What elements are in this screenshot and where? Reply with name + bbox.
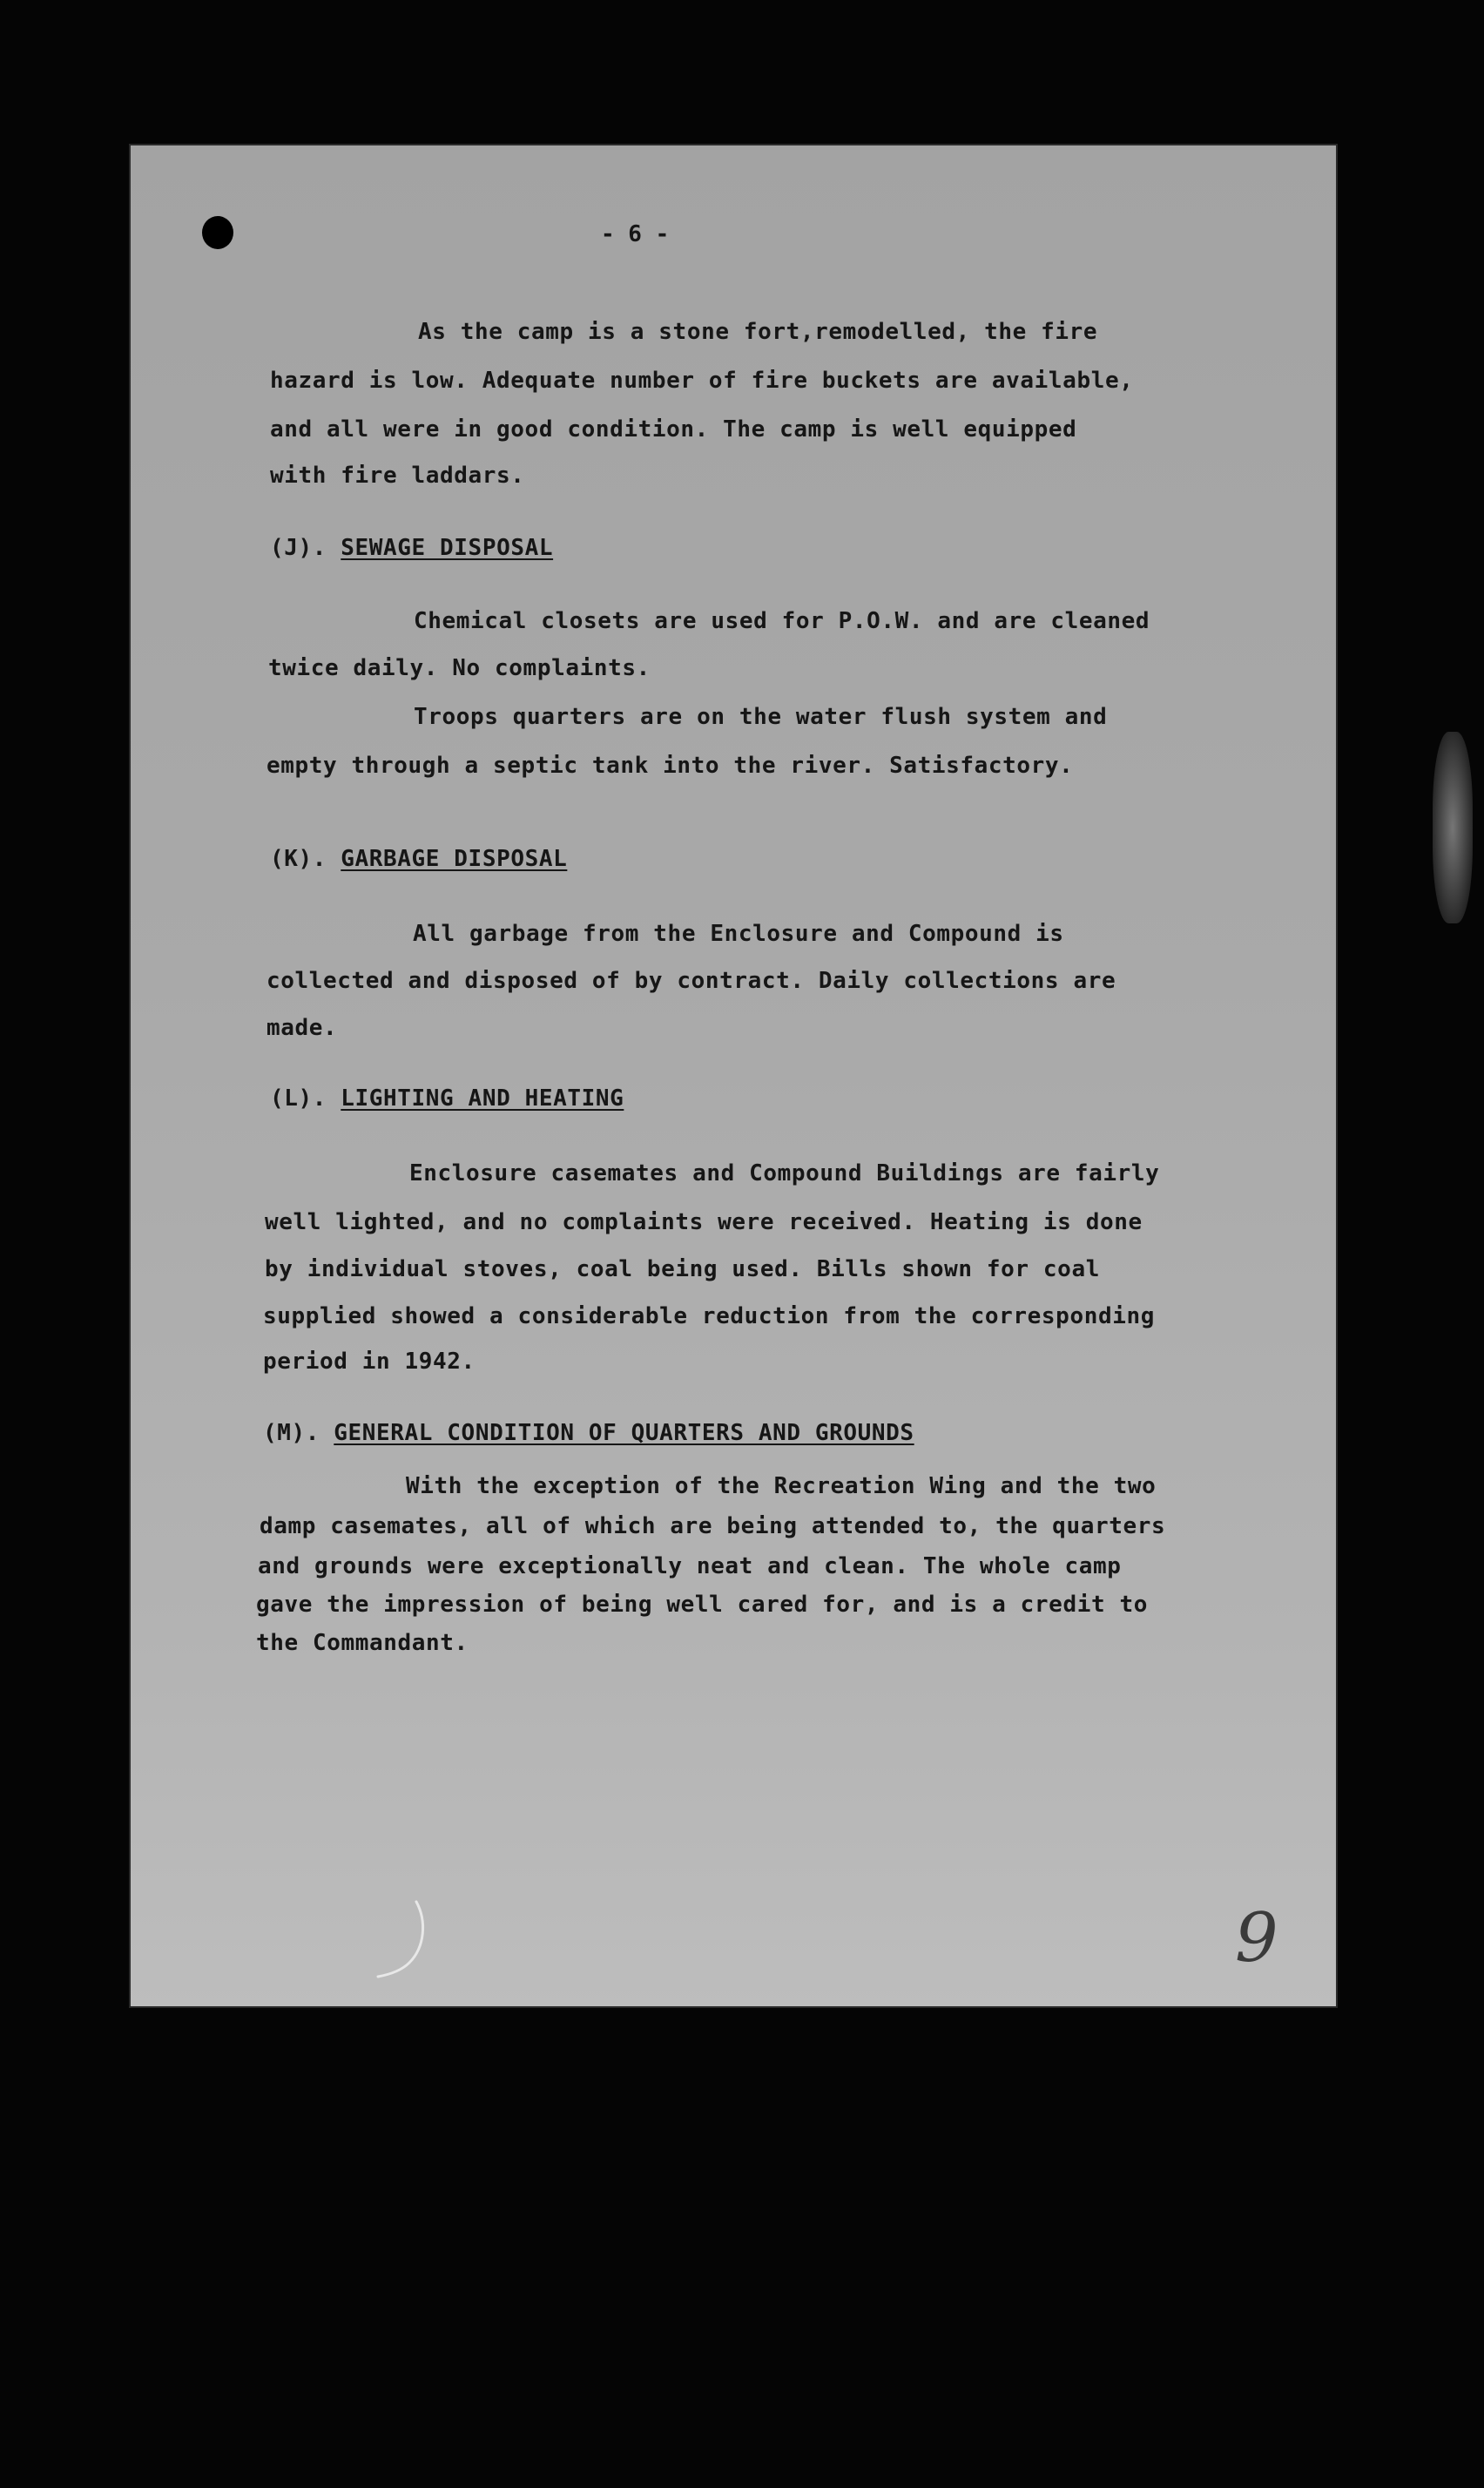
section-j-line-4: empty through a septic tank into the river. Satisfactory. xyxy=(266,753,1074,779)
section-l-line-2: well lighted, and no complaints were received. Heating is done xyxy=(265,1209,1143,1235)
section-j-title: SEWAGE DISPOSAL xyxy=(341,535,554,561)
section-k-line-3: made. xyxy=(266,1015,338,1041)
section-j-line-3: Troops quarters are on the water flush system and xyxy=(414,704,1108,730)
section-k-label: (K). xyxy=(270,846,327,872)
intro-line-2: hazard is low. Adequate number of fire buckets are available, xyxy=(270,368,1134,394)
section-k-line-2: collected and disposed of by contract. Daily collections are xyxy=(266,968,1116,994)
intro-line-3: and all were in good condition. The camp is well equipped xyxy=(270,416,1077,443)
punch-hole xyxy=(202,216,233,249)
section-j-line-1: Chemical closets are used for P.O.W. and are cleaned xyxy=(414,608,1150,634)
intro-line-4: with fire laddars. xyxy=(270,463,525,489)
section-m-line-3: and grounds were exceptionally neat and clean. The whole camp xyxy=(258,1553,1122,1579)
section-j-heading xyxy=(270,537,553,559)
section-m-line-2: damp casemates, all of which are being attended to, the quarters xyxy=(260,1513,1166,1539)
section-l-title: LIGHTING AND HEATING xyxy=(341,1085,624,1112)
section-l-line-3: by individual stoves, coal being used. Bills shown for coal xyxy=(265,1256,1100,1282)
section-k-line-1: All garbage from the Enclosure and Compound is xyxy=(413,921,1064,947)
intro-line-1: As the camp is a stone fort,remodelled, the fire xyxy=(418,319,1098,345)
section-m-title: GENERAL CONDITION OF QUARTERS AND GROUNDS xyxy=(334,1420,914,1446)
section-l-line-1: Enclosure casemates and Compound Buildings are fairly xyxy=(409,1160,1160,1187)
section-l-label: (L). xyxy=(270,1085,327,1112)
section-j-label: (J). xyxy=(270,535,327,561)
section-j-line-2: twice daily. No complaints. xyxy=(268,655,651,681)
section-m-label: (M). xyxy=(263,1420,320,1446)
film-edge-blur xyxy=(1433,732,1473,923)
section-l-line-4: supplied showed a considerable reduction from the corresponding xyxy=(263,1303,1155,1329)
section-l-heading xyxy=(270,1087,624,1110)
section-m-line-1: With the exception of the Recreation Wing and the two xyxy=(406,1473,1157,1499)
section-m-line-5: the Commandant. xyxy=(256,1630,469,1656)
handwritten-mark xyxy=(374,1895,435,1982)
section-m-line-4: gave the impression of being well cared for, and is a credit to xyxy=(256,1592,1148,1618)
section-m-heading xyxy=(263,1422,914,1444)
section-k-heading xyxy=(270,848,567,870)
section-l-line-5: period in 1942. xyxy=(263,1349,476,1375)
handwritten-folio-number: 9 xyxy=(1235,1899,1278,1978)
section-k-title: GARBAGE DISPOSAL xyxy=(341,846,568,872)
page-number: - 6 - xyxy=(601,221,670,247)
